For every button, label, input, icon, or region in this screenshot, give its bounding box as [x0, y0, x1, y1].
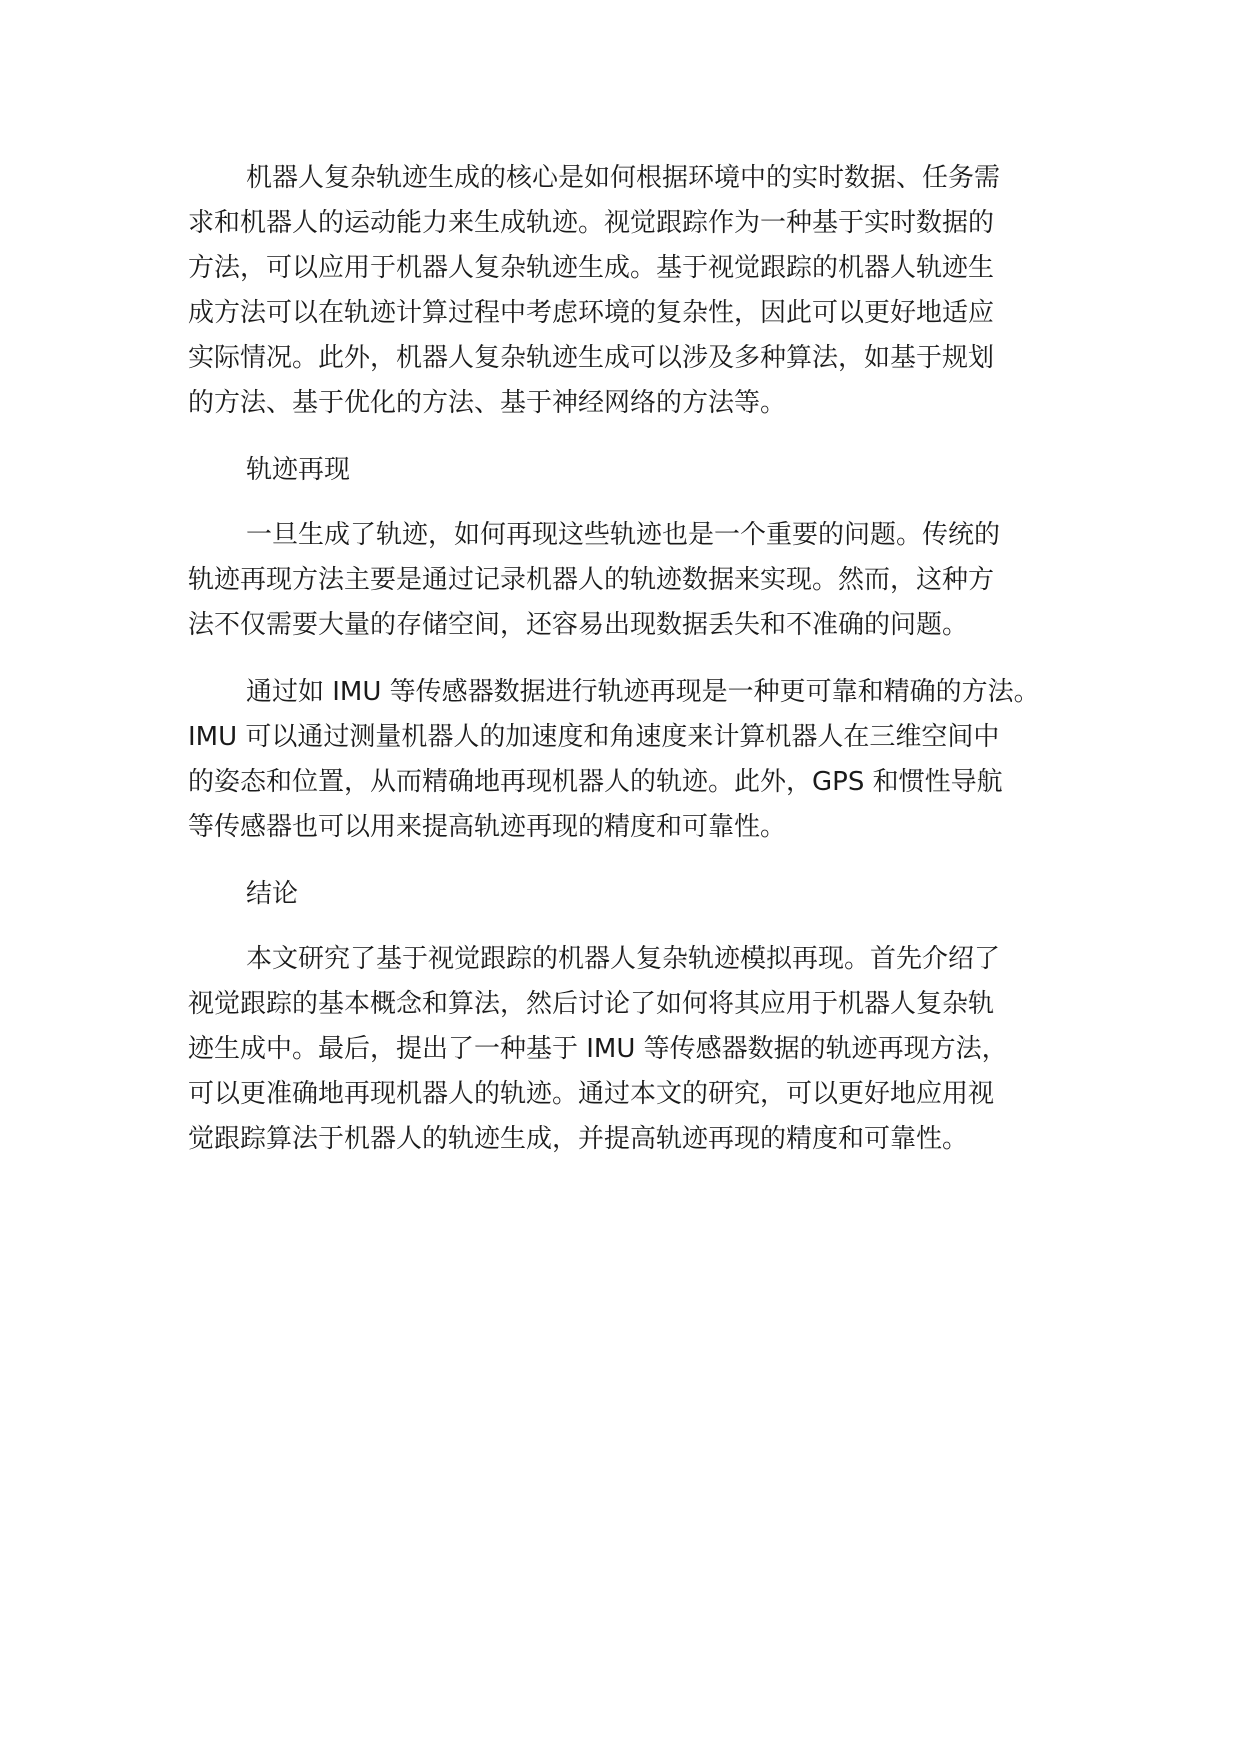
- text-line: 成方法可以在轨迹计算过程中考虑环境的复杂性，因此可以更好地适应: [188, 298, 995, 328]
- text-line: 的方法、基于优化的方法、基于神经网络的方法等。: [188, 388, 787, 418]
- text-line: 可以更准确地再现机器人的轨迹。通过本文的研究，可以更好地应用视: [188, 1079, 995, 1109]
- text-line: 本文研究了基于视觉跟踪的机器人复杂轨迹模拟再现。首先介绍了: [246, 944, 1001, 974]
- text-line: 轨迹再现方法主要是通过记录机器人的轨迹数据来实现。然而，这种方: [188, 565, 995, 595]
- text-line: 机器人复杂轨迹生成的核心是如何根据环境中的实时数据、任务需: [246, 163, 1001, 193]
- text-line: 实际情况。此外，机器人复杂轨迹生成可以涉及多种算法，如基于规划: [188, 343, 995, 373]
- text-line: 法不仅需要大量的存储空间，还容易出现数据丢失和不准确的问题。: [188, 610, 969, 640]
- paragraph-conclusion: [188, 937, 1058, 1162]
- text-line: 迹生成中。最后，提出了一种基于 IMU 等传感器数据的轨迹再现方法，: [188, 1034, 1008, 1064]
- text-line: 通过如 IMU 等传感器数据进行轨迹再现是一种更可靠和精确的方法。: [246, 677, 1040, 707]
- paragraph-trajectory-generation: [188, 156, 1058, 426]
- paragraph-traditional-reproduction: [188, 513, 1058, 648]
- document-body: [188, 156, 1058, 1184]
- paragraph-imu-reproduction: [188, 670, 1058, 850]
- section-heading-conclusion: 结论: [246, 879, 299, 909]
- text-line: IMU 可以通过测量机器人的加速度和角速度来计算机器人在三维空间中: [188, 722, 1000, 752]
- text-line: 方法，可以应用于机器人复杂轨迹生成。基于视觉跟踪的机器人轨迹生: [188, 253, 995, 283]
- text-line: 求和机器人的运动能力来生成轨迹。视觉跟踪作为一种基于实时数据的: [188, 208, 995, 238]
- text-line: 视觉跟踪的基本概念和算法，然后讨论了如何将其应用于机器人复杂轨: [188, 989, 995, 1019]
- text-line: 觉跟踪算法于机器人的轨迹生成，并提高轨迹再现的精度和可靠性。: [188, 1124, 969, 1154]
- text-line: 等传感器也可以用来提高轨迹再现的精度和可靠性。: [188, 812, 787, 842]
- text-line: 的姿态和位置，从而精确地再现机器人的轨迹。此外，GPS 和惯性导航: [188, 767, 1003, 797]
- text-line: 一旦生成了轨迹，如何再现这些轨迹也是一个重要的问题。传统的: [246, 520, 1001, 550]
- section-heading-trajectory-reproduction: 轨迹再现: [246, 455, 351, 485]
